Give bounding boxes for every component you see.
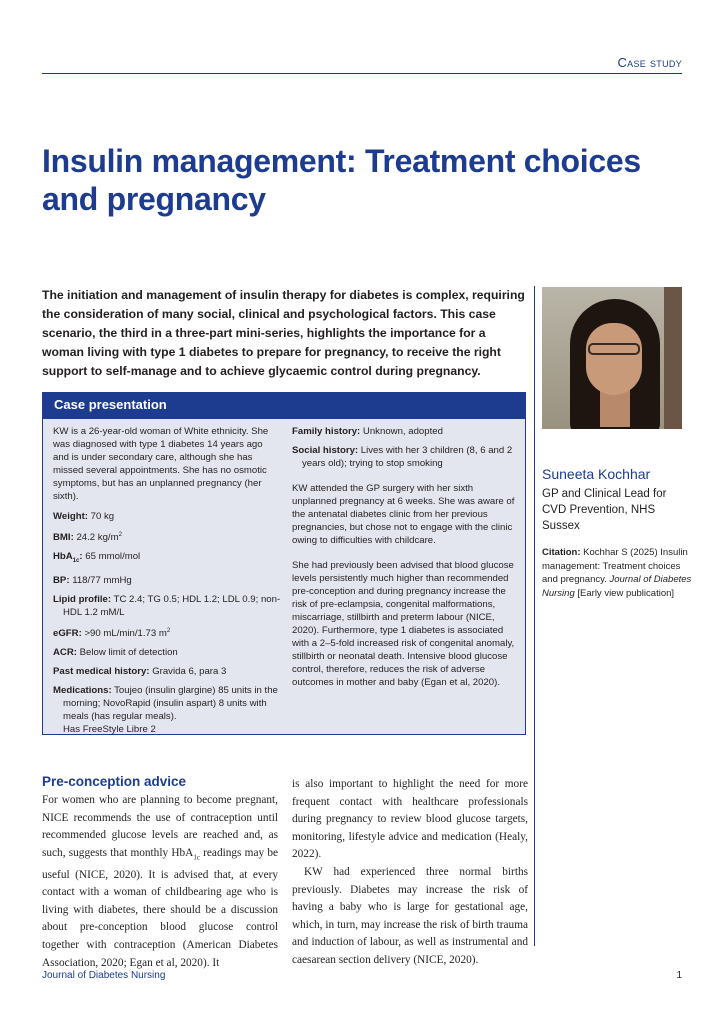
preconception-paragraph-1: For women who are planning to become pregnant, NICE recommends the use of contraception until recommended glucose levels are reached and, as such, suggests that monthly HbA$_{1c}$ readings may be useful (NICE, 2020). It is advised that, at every contact with a woman of childbearing age who is living with diabetes, there should be a discussion about pre-conception blood glucose control together with contraception (American Diabetes Association, 2020; Egan et al, 2020). It bbox=[42, 794, 278, 969]
field-bmi: BMI: 24.2 $kg/m^2$ bbox=[53, 532, 122, 544]
case-presentation-box bbox=[42, 392, 526, 735]
footer-journal-name: Journal of Diabetes Nursing bbox=[42, 970, 166, 981]
field-lipid-profile: Lipid profile: TC 2.4; TG 0.5; HDL 1.2; LDL 0.9; non-HDL 1.2 mM/L bbox=[53, 594, 281, 619]
author-role: GP and Clinical Lead for CVD Prevention, NHS Sussex bbox=[542, 488, 667, 532]
field-medications: Medications: Toujeo (insulin glargine) 85 units in the morning; NovoRapid (insulin aspart) 8 units with meals (has regular meals). Has FreeStyle Libre 2 bbox=[53, 685, 278, 736]
citation-label: Citation: bbox=[542, 547, 581, 558]
field-hba1c: HbA$_{1c}$: 65 mmol/mol bbox=[53, 551, 141, 565]
field-social-history: Social history: Lives with her 3 children (8, 6 and 2 years old); trying to stop smoking bbox=[292, 445, 513, 469]
section-heading-preconception: Pre-conception advice bbox=[42, 774, 187, 789]
body-column-right bbox=[292, 776, 528, 970]
body-column-left bbox=[42, 792, 278, 972]
case-column-left bbox=[53, 425, 281, 742]
field-weight: Weight: 70 kg bbox=[53, 511, 115, 522]
case-column-right bbox=[292, 425, 520, 696]
author-photo bbox=[542, 287, 682, 429]
field-bp: BP: 118/77 mmHg bbox=[53, 575, 132, 587]
citation-journal: Journal of Diabetes Nursing bbox=[542, 574, 692, 599]
preconception-paragraph-3: KW had experienced three normal births previously. Diabetes may increase the risk of having a baby who is large for gestational age, which, in turn, may increase the risk of birth trauma and induction of labour, as well as instrumental and caesarean section delivery (NICE, 2020). bbox=[292, 865, 528, 966]
article-title: Insulin management: Treatment choices and pregnancy bbox=[42, 143, 641, 217]
author-name: Suneeta Kochhar bbox=[542, 466, 651, 482]
case-summary: KW is a 26-year-old woman of White ethnicity. She was diagnosed with type 1 diabetes 14 years ago and is under secondary care, although she has missed several appointments. She has no osmotic symptoms, but has an unplanned pregnancy (her sixth). bbox=[53, 426, 269, 502]
case-gp-visit: KW attended the GP surgery with her sixth unplanned pregnancy at 6 weeks. She was aware of the antenatal diabetes clinic from her previous pregnancies, but chose not to engage with the clinic owing to difficulties with childcare. bbox=[292, 483, 515, 546]
field-past-medical-history: Past medical history: Gravida 6, para 3 bbox=[53, 666, 227, 678]
case-advice: She had previously been advised that blood glucose levels persistently much higher than recommended pre-conception and during pregnancy increase the risk of pre-eclampsia, congenital malformations, miscarriage, stillbirth and preterm labour (NICE, 2020). Furthermore, type 1 diabetes is associated with a 2–5-fold increased risk of congenital anomaly, stillbirth or neonatal death. Intensive blood glucose control, therefore, reduces the risk of adverse outcomes in mother and baby (Egan et al, 2020). bbox=[292, 560, 515, 688]
page-number: 1 bbox=[676, 970, 682, 981]
header-rule bbox=[42, 73, 682, 74]
field-family-history: Family history: Unknown, adopted bbox=[292, 426, 443, 437]
field-acr: ACR: Below limit of detection bbox=[53, 647, 178, 659]
sidebar-divider bbox=[534, 286, 535, 946]
case-presentation-heading: Case presentation bbox=[43, 393, 525, 419]
citation bbox=[542, 546, 692, 600]
preconception-paragraph-2: is also important to highlight the need for more frequent contact with healthcare professionals during pregnancy to review blood glucose targets, monitoring, lifestyle advice and medication (Healy, 2022). bbox=[292, 778, 528, 861]
field-egfr: eGFR: >90 mL/min/1.73 $m^2$ bbox=[53, 628, 171, 640]
citation-publication: [Early view publication] bbox=[577, 587, 675, 599]
citation-text: Kochhar S (2025) Insulin management: Treatment choices and pregnancy. bbox=[542, 547, 688, 585]
article-intro: The initiation and management of insulin therapy for diabetes is complex, requiring the consideration of many social, clinical and psychological factors. This case scenario, the third in a three-part mini-series, highlights the importance for a woman living with type 1 diabetes to prepare for pregnancy, to receive the right support to self-manage and to achieve glycaemic control during pregnancy. bbox=[42, 288, 525, 378]
section-label: Case study bbox=[617, 55, 682, 70]
